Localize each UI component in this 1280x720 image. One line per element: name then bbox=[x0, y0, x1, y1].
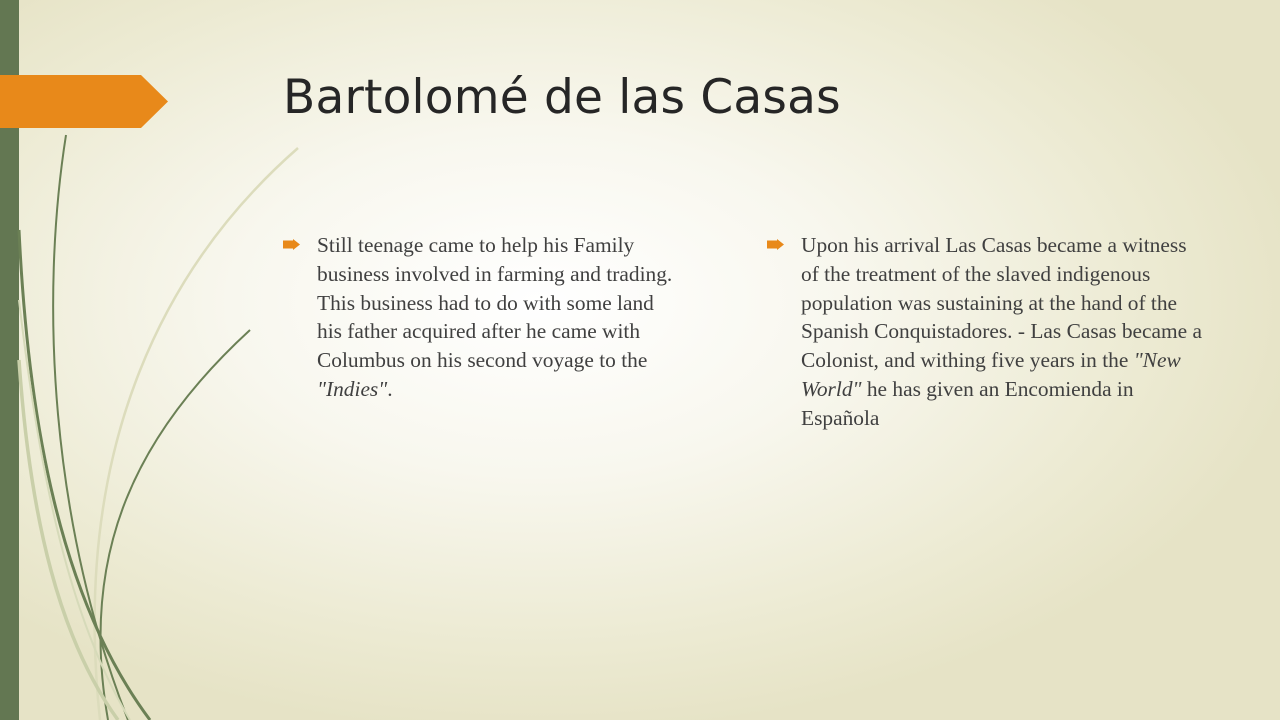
bullet-text: Upon his arrival Las Casas became a witness of the treatment of the slaved indigenous population was sustaining at the hand of the Spanish Conquistadores. - Las Casas became a Colonist, and withing five years in the "New World" he has given an Encomienda in Española bbox=[801, 233, 1202, 430]
left-column bbox=[283, 231, 683, 404]
right-column bbox=[767, 231, 1207, 433]
title-arrow-tab bbox=[0, 75, 168, 128]
bullet-item bbox=[767, 231, 1207, 433]
arrow-bullet-icon bbox=[767, 231, 801, 255]
slide-title: Bartolomé de las Casas bbox=[283, 70, 841, 125]
arrow-bullet-icon bbox=[283, 231, 317, 255]
bullet-text: Still teenage came to help his Family business involved in farming and trading. This business had to do with some land his father acquired after he came with Columbus on his second voyage to the "Indies". bbox=[317, 233, 673, 401]
bullet-item bbox=[283, 231, 683, 404]
italic-term: "New World" bbox=[801, 348, 1181, 401]
italic-term: "Indies" bbox=[317, 376, 388, 401]
